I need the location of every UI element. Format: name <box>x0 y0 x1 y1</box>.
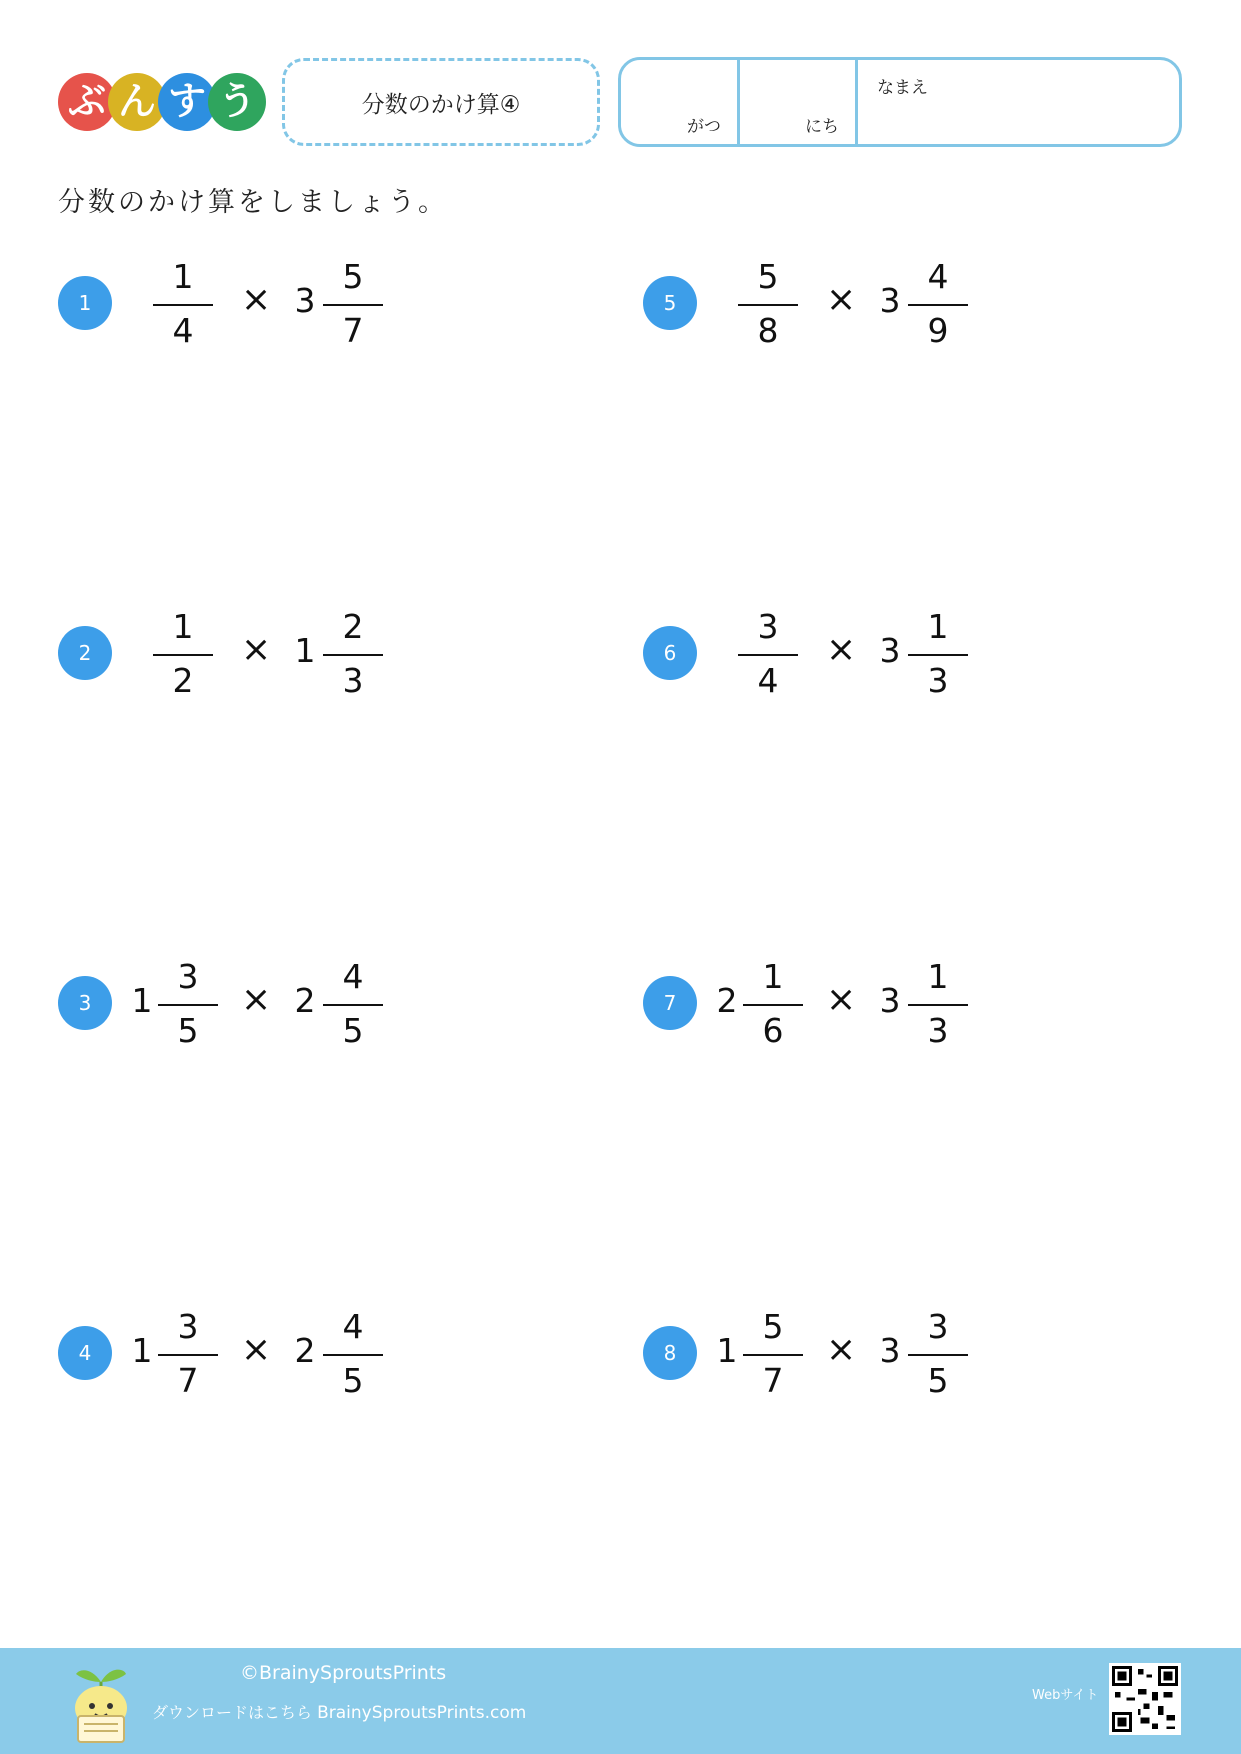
problem-3 <box>58 943 518 1063</box>
denominator: 8 <box>757 311 779 350</box>
problem-number-badge: 6 <box>643 626 697 680</box>
numerator: 3 <box>177 1307 199 1346</box>
denominator: 5 <box>927 1361 949 1400</box>
numerator: 3 <box>177 957 199 996</box>
whole-number: 2 <box>716 981 738 1020</box>
multiply-sign: × <box>826 279 857 320</box>
website-label: Webサイト <box>1032 1688 1099 1703</box>
fraction-bar <box>153 654 213 656</box>
divider <box>855 60 858 144</box>
whole-number: 3 <box>879 981 901 1020</box>
problem-number-badge: 2 <box>58 626 112 680</box>
day-label: にち <box>805 117 839 137</box>
qr-code-icon[interactable] <box>1109 1663 1181 1735</box>
problem-number-badge: 3 <box>58 976 112 1030</box>
copyright: ©BrainySproutsPrints <box>240 1662 447 1684</box>
problem-8 <box>643 1293 1103 1413</box>
name-label: なまえ <box>877 78 928 98</box>
denominator: 7 <box>342 311 364 350</box>
sprout-mascot-icon <box>70 1660 132 1744</box>
worksheet-title-box <box>282 58 600 146</box>
numerator: 3 <box>927 1307 949 1346</box>
whole-number: 2 <box>294 1331 316 1370</box>
numerator: 1 <box>172 257 194 296</box>
problem-number-badge: 5 <box>643 276 697 330</box>
problem-number-badge: 8 <box>643 1326 697 1380</box>
logo-char-2: ん <box>108 73 166 131</box>
download-prefix: ダウンロードはこちら <box>152 1703 313 1722</box>
problem-4 <box>58 1293 518 1413</box>
logo-char-3: す <box>158 73 216 131</box>
fraction-bar <box>908 654 968 656</box>
numerator: 1 <box>172 607 194 646</box>
whole-number: 3 <box>879 631 901 670</box>
fraction-bar <box>743 1004 803 1006</box>
denominator: 2 <box>172 661 194 700</box>
numerator: 4 <box>342 1307 364 1346</box>
denominator: 3 <box>927 1011 949 1050</box>
numerator: 5 <box>757 257 779 296</box>
fraction-bar <box>158 1354 218 1356</box>
numerator: 4 <box>342 957 364 996</box>
numerator: 5 <box>342 257 364 296</box>
name-date-box <box>618 57 1182 147</box>
whole-number: 2 <box>294 981 316 1020</box>
numerator: 1 <box>762 957 784 996</box>
numerator: 2 <box>342 607 364 646</box>
whole-number: 3 <box>294 281 316 320</box>
fraction-bar <box>743 1354 803 1356</box>
problem-number-badge: 1 <box>58 276 112 330</box>
problem-number-badge: 7 <box>643 976 697 1030</box>
denominator: 5 <box>177 1011 199 1050</box>
logo-char-1: ぶ <box>58 73 116 131</box>
numerator: 3 <box>757 607 779 646</box>
fraction-bar <box>323 1004 383 1006</box>
multiply-sign: × <box>826 629 857 670</box>
problem-number-badge: 4 <box>58 1326 112 1380</box>
multiply-sign: × <box>826 979 857 1020</box>
denominator: 6 <box>762 1011 784 1050</box>
divider <box>737 60 740 144</box>
logo <box>58 73 268 133</box>
numerator: 4 <box>927 257 949 296</box>
multiply-sign: × <box>826 1329 857 1370</box>
whole-number: 1 <box>131 1331 153 1370</box>
download-link[interactable]: BrainySproutsPrints.com <box>317 1703 527 1723</box>
fraction-bar <box>908 1004 968 1006</box>
problem-1 <box>58 243 518 363</box>
denominator: 4 <box>757 661 779 700</box>
fraction-bar <box>323 304 383 306</box>
denominator: 5 <box>342 1011 364 1050</box>
denominator: 5 <box>342 1361 364 1400</box>
denominator: 7 <box>177 1361 199 1400</box>
denominator: 7 <box>762 1361 784 1400</box>
problem-5 <box>643 243 1103 363</box>
denominator: 3 <box>342 661 364 700</box>
whole-number: 3 <box>879 281 901 320</box>
whole-number: 1 <box>294 631 316 670</box>
whole-number: 3 <box>879 1331 901 1370</box>
whole-number: 1 <box>131 981 153 1020</box>
fraction-bar <box>153 304 213 306</box>
fraction-bar <box>323 654 383 656</box>
problem-6 <box>643 593 1103 713</box>
fraction-bar <box>908 1354 968 1356</box>
numerator: 1 <box>927 957 949 996</box>
multiply-sign: × <box>241 629 272 670</box>
fraction-bar <box>323 1354 383 1356</box>
problem-2 <box>58 593 518 713</box>
footer <box>0 1648 1241 1754</box>
fraction-bar <box>738 304 798 306</box>
download-text <box>152 1700 526 1723</box>
numerator: 5 <box>762 1307 784 1346</box>
logo-char-4: う <box>208 73 266 131</box>
fraction-bar <box>158 1004 218 1006</box>
multiply-sign: × <box>241 279 272 320</box>
fraction-bar <box>738 654 798 656</box>
multiply-sign: × <box>241 1329 272 1370</box>
multiply-sign: × <box>241 979 272 1020</box>
fraction-bar <box>908 304 968 306</box>
denominator: 9 <box>927 311 949 350</box>
denominator: 3 <box>927 661 949 700</box>
worksheet-title: 分数のかけ算④ <box>361 91 521 118</box>
instruction: 分数のかけ算をしましょう。 <box>58 187 448 218</box>
denominator: 4 <box>172 311 194 350</box>
problem-7 <box>643 943 1103 1063</box>
numerator: 1 <box>927 607 949 646</box>
month-label: がつ <box>687 117 721 137</box>
whole-number: 1 <box>716 1331 738 1370</box>
